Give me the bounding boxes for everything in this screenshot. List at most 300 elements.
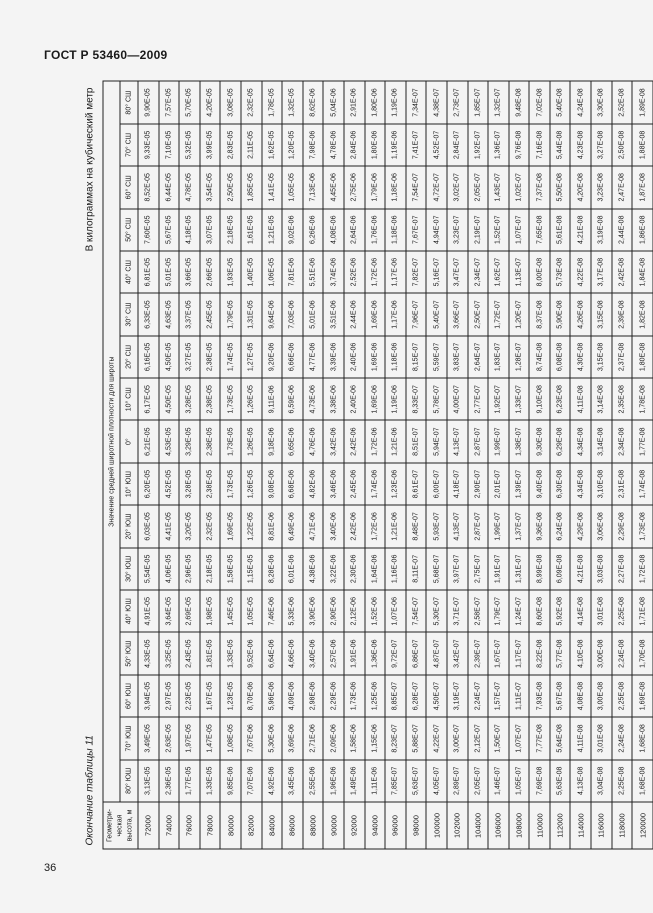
density-cell: 2,05E-07 xyxy=(468,166,489,208)
table-row xyxy=(365,81,386,849)
density-cell: 1,36E-07 xyxy=(488,124,509,166)
density-cell: 1,62E-05 xyxy=(262,124,283,166)
density-cell: 5,54E-05 xyxy=(138,548,159,590)
density-cell: 2,19E-07 xyxy=(468,209,489,251)
altitude-cell: 110000 xyxy=(529,802,550,849)
density-cell: 8,70E-06 xyxy=(241,675,262,717)
density-cell: 1,38E-07 xyxy=(509,420,530,462)
density-cell: 1,11E-07 xyxy=(509,675,530,717)
density-cell: 8,60E-08 xyxy=(529,590,550,632)
latitude-column-header: 70° СШ xyxy=(120,124,138,166)
density-cell: 6,64E-06 xyxy=(262,632,283,674)
density-cell: 3,14E-08 xyxy=(591,420,612,462)
density-cell: 3,54E-05 xyxy=(200,166,221,208)
density-cell: 2,38E-05 xyxy=(200,463,221,505)
density-cell: 2,12E-07 xyxy=(468,717,489,759)
density-cell: 6,28E-07 xyxy=(406,675,427,717)
density-cell: 4,50E-05 xyxy=(159,378,180,420)
density-cell: 1,69E-06 xyxy=(365,336,386,378)
density-cell: 1,74E-05 xyxy=(220,336,241,378)
density-cell: 4,22E-08 xyxy=(570,251,591,293)
altitude-cell: 86000 xyxy=(282,802,303,849)
density-cell: 3,42E-07 xyxy=(447,632,468,674)
table-row xyxy=(138,81,159,849)
density-cell: 2,47E-08 xyxy=(612,166,633,208)
density-cell: 4,78E-05 xyxy=(179,166,200,208)
altitude-header-line: ческая xyxy=(116,814,124,837)
density-cell: 2,77E-07 xyxy=(468,378,489,420)
density-cell: 2,73E-07 xyxy=(447,81,468,123)
density-cell: 1,64E-06 xyxy=(365,548,386,590)
density-cell: 4,21E-08 xyxy=(570,548,591,590)
table-continuation-label: Окончание таблицы 11 xyxy=(84,735,96,846)
density-cell: 4,78E-06 xyxy=(323,124,344,166)
density-cell: 9,10E-08 xyxy=(529,378,550,420)
latitude-column-header: 60° ЮШ xyxy=(120,675,138,717)
density-cell: 1,18E-06 xyxy=(385,209,406,251)
density-cell: 5,90E-08 xyxy=(550,293,571,335)
density-cell: 1,15E-05 xyxy=(241,548,262,590)
density-cell: 3,28E-05 xyxy=(179,463,200,505)
density-cell: 2,37E-08 xyxy=(612,336,633,378)
density-cell: 8,62E-06 xyxy=(303,81,324,123)
density-cell: 4,11E-08 xyxy=(570,378,591,420)
density-cell: 1,45E-05 xyxy=(220,590,241,632)
latitude-column-header: 10° СШ xyxy=(120,378,138,420)
density-cell: 5,68E-07 xyxy=(426,548,447,590)
density-cell: 3,28E-05 xyxy=(179,378,200,420)
density-cell: 1,17E-06 xyxy=(385,293,406,335)
altitude-cell: 84000 xyxy=(262,802,283,849)
density-cell: 1,43E-07 xyxy=(488,166,509,208)
density-cell: 6,65E-06 xyxy=(282,420,303,462)
density-cell: 5,30E-06 xyxy=(262,717,283,759)
latitude-column-header: 30° СШ xyxy=(120,293,138,335)
density-cell: 7,98E-06 xyxy=(303,124,324,166)
density-cell: 3,15E-08 xyxy=(591,293,612,335)
density-cell: 3,30E-08 xyxy=(591,81,612,123)
density-cell: 1,69E-06 xyxy=(365,378,386,420)
density-cell: 4,71E-06 xyxy=(303,505,324,547)
density-cell: 1,07E-07 xyxy=(509,717,530,759)
density-cell: 1,25E-06 xyxy=(365,675,386,717)
density-cell: 7,54E-07 xyxy=(406,590,427,632)
density-cell: 1,91E-07 xyxy=(488,548,509,590)
density-cell: 2,05E-07 xyxy=(468,760,489,802)
density-cell: 1,49E-06 xyxy=(344,760,365,802)
density-table xyxy=(103,81,653,850)
density-cell: 1,31E-05 xyxy=(241,293,262,335)
density-cell: 5,73E-08 xyxy=(550,251,571,293)
density-cell: 1,85E-05 xyxy=(241,166,262,208)
density-cell: 2,96E-05 xyxy=(179,548,200,590)
table-row xyxy=(200,81,221,849)
density-cell: 4,05E-07 xyxy=(426,760,447,802)
density-cell: 4,23E-08 xyxy=(570,124,591,166)
density-cell: 2,89E-07 xyxy=(447,760,468,802)
density-cell: 5,32E-05 xyxy=(179,124,200,166)
altitude-cell: 90000 xyxy=(323,802,344,849)
density-cell: 9,18E-06 xyxy=(262,420,283,462)
density-cell: 1,24E-07 xyxy=(509,590,530,632)
density-cell: 1,61E-05 xyxy=(241,209,262,251)
density-cell: 7,02E-08 xyxy=(529,81,550,123)
density-cell: 2,18E-05 xyxy=(220,209,241,251)
table-row xyxy=(344,81,365,849)
density-cell: 1,73E-08 xyxy=(632,505,653,547)
density-cell: 4,11E-08 xyxy=(570,717,591,759)
density-cell: 4,13E-07 xyxy=(447,420,468,462)
altitude-header-line: Геометри- xyxy=(106,809,114,842)
density-cell: 4,87E-07 xyxy=(426,632,447,674)
density-cell: 1,92E-07 xyxy=(468,124,489,166)
density-cell: 1,73E-05 xyxy=(220,378,241,420)
density-cell: 4,18E-07 xyxy=(447,463,468,505)
table-row xyxy=(262,81,283,849)
density-cell: 4,09E-06 xyxy=(282,675,303,717)
density-cell: 1,31E-07 xyxy=(509,548,530,590)
density-cell: 5,67E-08 xyxy=(550,675,571,717)
density-cell: 2,90E-06 xyxy=(323,590,344,632)
density-cell: 7,96E-07 xyxy=(406,293,427,335)
altitude-cell: 100000 xyxy=(426,802,447,849)
density-cell: 7,54E-07 xyxy=(406,166,427,208)
altitude-cell: 82000 xyxy=(241,802,262,849)
density-cell: 8,33E-07 xyxy=(406,378,427,420)
density-cell: 1,71E-08 xyxy=(632,590,653,632)
density-cell: 4,53E-05 xyxy=(159,420,180,462)
density-cell: 1,73E-05 xyxy=(220,420,241,462)
density-cell: 6,29E-08 xyxy=(550,420,571,462)
density-cell: 2,34E-07 xyxy=(468,251,489,293)
density-cell: 6,59E-06 xyxy=(282,378,303,420)
density-cell: 3,45E-06 xyxy=(282,760,303,802)
density-cell: 6,49E-06 xyxy=(282,505,303,547)
table-row xyxy=(447,81,468,849)
density-cell: 7,85E-07 xyxy=(385,760,406,802)
latitude-column-header: 60° СШ xyxy=(120,166,138,208)
table-row xyxy=(570,81,591,849)
altitude-cell: 108000 xyxy=(509,802,530,849)
latitude-column-header: 70° ЮШ xyxy=(120,717,138,759)
density-cell: 1,78E-08 xyxy=(632,378,653,420)
density-cell: 1,37E-07 xyxy=(509,505,530,547)
density-cell: 2,45E-06 xyxy=(344,463,365,505)
density-cell: 8,22E-08 xyxy=(529,632,550,674)
density-cell: 1,72E-06 xyxy=(365,505,386,547)
density-cell: 4,20E-08 xyxy=(570,166,591,208)
density-cell: 7,41E-07 xyxy=(406,124,427,166)
density-cell: 5,04E-06 xyxy=(323,81,344,123)
density-cell: 8,99E-08 xyxy=(529,548,550,590)
density-cell: 1,78E-05 xyxy=(262,81,283,123)
density-cell: 9,90E-05 xyxy=(138,81,159,123)
density-cell: 1,06E-05 xyxy=(262,251,283,293)
density-cell: 8,85E-07 xyxy=(385,675,406,717)
density-cell: 6,01E-06 xyxy=(282,548,303,590)
density-cell: 3,00E-08 xyxy=(591,675,612,717)
table-row xyxy=(550,81,571,849)
density-cell: 6,17E-05 xyxy=(138,378,159,420)
density-cell: 9,08E-06 xyxy=(262,463,283,505)
density-cell: 4,34E-08 xyxy=(570,420,591,462)
density-cell: 1,91E-06 xyxy=(344,632,365,674)
density-cell: 5,63E-07 xyxy=(406,760,427,802)
density-cell: 8,00E-08 xyxy=(529,251,550,293)
density-cell: 1,81E-05 xyxy=(200,632,221,674)
density-cell: 5,61E-08 xyxy=(550,209,571,251)
density-cell: 3,15E-08 xyxy=(591,336,612,378)
density-cell: 3,90E-06 xyxy=(303,590,324,632)
density-cell: 3,07E-05 xyxy=(200,209,221,251)
density-cell: 7,69E-08 xyxy=(529,760,550,802)
density-cell: 7,60E-05 xyxy=(138,209,159,251)
density-cell: 3,22E-06 xyxy=(323,548,344,590)
density-cell: 1,77E-08 xyxy=(632,420,653,462)
density-cell: 8,28E-06 xyxy=(262,548,283,590)
table-row xyxy=(282,81,303,849)
density-cell: 7,81E-06 xyxy=(282,251,303,293)
density-cell: 3,66E-07 xyxy=(447,293,468,335)
density-cell: 2,97E-05 xyxy=(159,675,180,717)
table-row xyxy=(632,81,653,849)
density-cell: 6,24E-08 xyxy=(550,505,571,547)
density-cell: 1,19E-06 xyxy=(385,378,406,420)
table-row xyxy=(241,81,262,849)
altitude-cell: 98000 xyxy=(406,802,427,849)
density-cell: 9,76E-08 xyxy=(509,124,530,166)
density-cell: 4,24E-08 xyxy=(570,81,591,123)
density-cell: 1,99E-07 xyxy=(488,420,509,462)
density-cell: 1,26E-05 xyxy=(241,378,262,420)
density-cell: 1,89E-08 xyxy=(632,81,653,123)
density-cell: 2,25E-08 xyxy=(612,675,633,717)
density-cell: 1,83E-07 xyxy=(488,336,509,378)
density-cell: 1,88E-08 xyxy=(632,124,653,166)
density-cell: 1,05E-05 xyxy=(282,166,303,208)
density-cell: 3,38E-06 xyxy=(323,378,344,420)
latitude-column-header: 40° СШ xyxy=(120,251,138,293)
density-cell: 1,36E-06 xyxy=(365,632,386,674)
density-cell: 9,52E-06 xyxy=(241,632,262,674)
density-cell: 4,06E-05 xyxy=(159,548,180,590)
density-cell: 1,52E-06 xyxy=(365,590,386,632)
density-cell: 2,84E-07 xyxy=(447,124,468,166)
density-cell: 1,21E-06 xyxy=(385,420,406,462)
latitude-column-header: 20° ЮШ xyxy=(120,505,138,547)
density-cell: 2,29E-06 xyxy=(323,675,344,717)
density-cell: 4,50E-07 xyxy=(426,675,447,717)
density-cell: 1,52E-07 xyxy=(488,209,509,251)
density-cell: 2,01E-07 xyxy=(488,463,509,505)
density-cell: 3,97E-07 xyxy=(447,548,468,590)
table-row xyxy=(529,81,550,849)
density-cell: 8,15E-07 xyxy=(406,336,427,378)
density-cell: 1,27E-05 xyxy=(241,336,262,378)
density-cell: 1,72E-06 xyxy=(365,420,386,462)
density-cell: 4,14E-08 xyxy=(570,590,591,632)
density-cell: 7,57E-05 xyxy=(159,81,180,123)
density-cell: 1,79E-06 xyxy=(365,166,386,208)
density-cell: 1,68E-08 xyxy=(632,717,653,759)
density-cell: 2,38E-05 xyxy=(200,378,221,420)
density-cell: 1,40E-05 xyxy=(241,251,262,293)
density-cell: 1,82E-08 xyxy=(632,293,653,335)
density-cell: 2,40E-06 xyxy=(344,336,365,378)
table-row xyxy=(426,81,447,849)
density-cell: 2,09E-06 xyxy=(323,717,344,759)
table-row xyxy=(323,81,344,849)
density-cell: 6,68E-06 xyxy=(282,463,303,505)
density-cell: 1,58E-06 xyxy=(344,717,365,759)
density-cell: 2,25E-08 xyxy=(612,760,633,802)
density-cell: 1,17E-06 xyxy=(385,251,406,293)
density-cell: 1,41E-05 xyxy=(262,166,283,208)
table-row xyxy=(385,81,406,849)
density-cell: 2,64E-07 xyxy=(468,336,489,378)
density-cell: 4,08E-06 xyxy=(323,209,344,251)
density-cell: 5,93E-07 xyxy=(426,505,447,547)
density-cell: 5,40E-08 xyxy=(550,81,571,123)
latitude-column-header: 10° ЮШ xyxy=(120,463,138,505)
density-cell: 7,67E-07 xyxy=(406,209,427,251)
density-cell: 2,43E-05 xyxy=(179,632,200,674)
altitude-cell: 76000 xyxy=(179,802,200,849)
density-cell: 1,74E-06 xyxy=(365,463,386,505)
rotated-table-frame xyxy=(83,82,648,850)
density-cell: 3,29E-05 xyxy=(179,420,200,462)
density-cell: 3,66E-05 xyxy=(179,251,200,293)
density-cell: 9,11E-06 xyxy=(262,378,283,420)
density-cell: 2,98E-06 xyxy=(303,675,324,717)
density-cell: 2,35E-08 xyxy=(612,378,633,420)
density-cell: 5,78E-07 xyxy=(426,378,447,420)
density-cell: 4,77E-06 xyxy=(303,336,324,378)
altitude-cell: 74000 xyxy=(159,802,180,849)
density-cell: 2,44E-06 xyxy=(344,293,365,335)
density-cell: 1,72E-08 xyxy=(632,548,653,590)
density-cell: 2,69E-05 xyxy=(179,590,200,632)
density-cell: 2,30E-06 xyxy=(344,548,365,590)
density-cell: 3,40E-06 xyxy=(323,505,344,547)
units-note: В килограммах на кубический метр xyxy=(84,87,96,252)
altitude-cell: 114000 xyxy=(570,802,591,849)
density-cell: 2,52E-08 xyxy=(612,81,633,123)
density-cell: 3,00E-08 xyxy=(591,632,612,674)
density-cell: 2,23E-05 xyxy=(179,675,200,717)
density-cell: 3,03E-08 xyxy=(591,548,612,590)
density-cell: 2,32E-05 xyxy=(241,81,262,123)
density-cell: 4,38E-07 xyxy=(426,81,447,123)
density-cell: 1,85E-07 xyxy=(468,81,489,123)
density-cell: 9,20E-06 xyxy=(262,336,283,378)
density-cell: 1,33E-05 xyxy=(200,760,221,802)
density-cell: 2,38E-05 xyxy=(200,336,221,378)
density-cell: 3,23E-07 xyxy=(447,209,468,251)
density-cell: 2,27E-08 xyxy=(612,548,633,590)
density-cell: 2,18E-05 xyxy=(200,548,221,590)
density-cell: 2,40E-06 xyxy=(344,378,365,420)
density-cell: 7,65E-08 xyxy=(529,209,550,251)
density-cell: 2,39E-08 xyxy=(612,293,633,335)
table-row xyxy=(220,81,241,849)
density-cell: 1,57E-07 xyxy=(488,675,509,717)
density-cell: 3,27E-08 xyxy=(591,124,612,166)
density-cell: 5,77E-08 xyxy=(550,632,571,674)
density-cell: 1,28E-07 xyxy=(509,336,530,378)
density-cell: 3,04E-08 xyxy=(591,760,612,802)
density-cell: 6,44E-05 xyxy=(159,166,180,208)
density-cell: 4,94E-07 xyxy=(426,209,447,251)
density-cell: 1,23E-05 xyxy=(220,675,241,717)
density-cell: 1,05E-07 xyxy=(509,760,530,802)
density-cell: 5,40E-07 xyxy=(426,293,447,335)
density-cell: 5,88E-07 xyxy=(406,717,427,759)
density-cell: 1,19E-06 xyxy=(385,124,406,166)
table-row xyxy=(179,81,200,849)
density-cell: 1,20E-07 xyxy=(509,293,530,335)
density-cell: 7,82E-07 xyxy=(406,251,427,293)
density-cell: 1,73E-05 xyxy=(220,463,241,505)
density-cell: 1,93E-05 xyxy=(220,251,241,293)
altitude-cell: 112000 xyxy=(550,802,571,849)
altitude-cell: 102000 xyxy=(447,802,468,849)
latitude-column-header: 50° ЮШ xyxy=(120,632,138,674)
density-cell: 3,19E-08 xyxy=(591,209,612,251)
density-cell: 2,87E-07 xyxy=(468,505,489,547)
density-cell: 3,08E-05 xyxy=(220,81,241,123)
page-number: 36 xyxy=(44,862,57,874)
table-row xyxy=(612,81,633,849)
density-cell: 3,40E-06 xyxy=(303,632,324,674)
density-cell: 1,79E-05 xyxy=(220,293,241,335)
density-cell: 1,97E-05 xyxy=(179,717,200,759)
altitude-cell: 94000 xyxy=(365,802,386,849)
density-cell: 7,34E-07 xyxy=(406,81,427,123)
density-cell: 7,93E-08 xyxy=(529,675,550,717)
density-cell: 6,20E-05 xyxy=(138,463,159,505)
density-cell: 3,01E-08 xyxy=(591,717,612,759)
latitude-column-headers xyxy=(120,81,138,849)
density-cell: 5,94E-07 xyxy=(426,420,447,462)
density-cell: 2,71E-06 xyxy=(303,717,324,759)
density-cell: 3,46E-06 xyxy=(323,463,344,505)
density-cell: 2,84E-06 xyxy=(344,124,365,166)
density-cell: 1,33E-05 xyxy=(220,632,241,674)
table-row xyxy=(488,81,509,849)
density-cell: 3,42E-06 xyxy=(323,420,344,462)
density-cell: 2,25E-08 xyxy=(612,590,633,632)
density-cell: 4,21E-08 xyxy=(570,209,591,251)
density-cell: 5,51E-06 xyxy=(303,251,324,293)
density-cell: 1,80E-06 xyxy=(365,124,386,166)
density-cell: 1,69E-08 xyxy=(632,675,653,717)
density-cell: 4,10E-08 xyxy=(570,632,591,674)
table-row xyxy=(159,81,180,849)
density-cell: 7,16E-08 xyxy=(529,124,550,166)
density-cell: 4,34E-08 xyxy=(570,463,591,505)
density-cell: 3,02E-07 xyxy=(447,166,468,208)
density-cell: 3,25E-05 xyxy=(159,632,180,674)
density-cell: 4,52E-07 xyxy=(426,124,447,166)
density-cell: 1,73E-06 xyxy=(344,675,365,717)
altitude-header xyxy=(103,802,138,849)
density-cell: 3,13E-05 xyxy=(138,760,159,802)
density-cell: 3,49E-05 xyxy=(138,717,159,759)
altitude-cell: 72000 xyxy=(138,802,159,849)
density-cell: 3,39E-06 xyxy=(323,336,344,378)
altitude-cell: 120000 xyxy=(632,802,653,849)
